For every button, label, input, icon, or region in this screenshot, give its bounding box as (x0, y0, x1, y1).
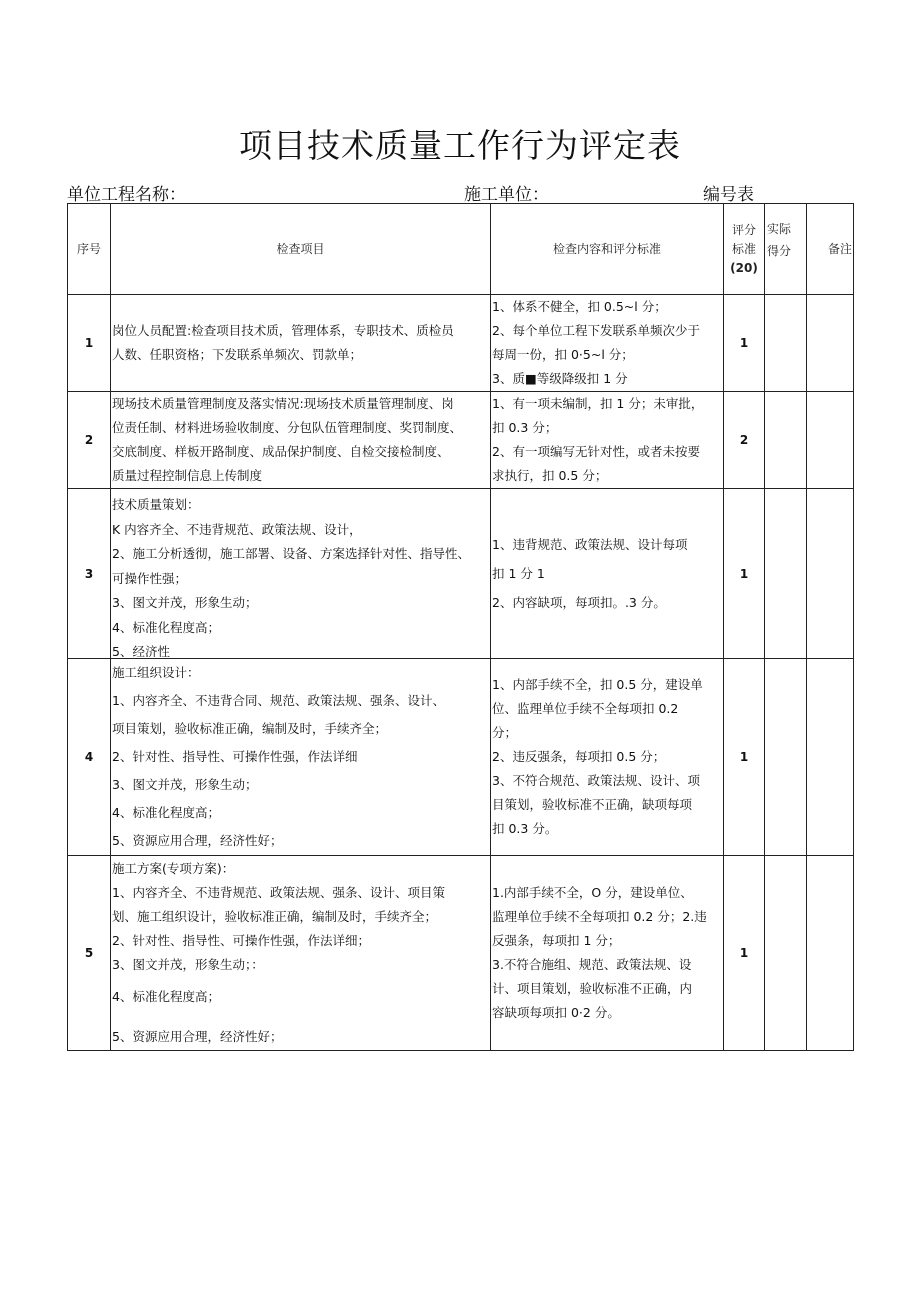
row-standard (491, 659, 724, 856)
item-line: 1、内容齐全、不违背规范、政策法规、强条、设计、项目策 (112, 885, 445, 900)
standard-line: 3、质■等级降级扣 1 分 (492, 371, 628, 386)
standard-line: 每周一份，扣 0·5~l 分； (492, 347, 634, 362)
item-line: 4、标准化程度高； (112, 619, 220, 635)
item-line: K 内容齐全、不违背规范、政策法规、设计， (112, 521, 362, 537)
table-row (68, 489, 854, 659)
form-number-label: 编号表 (703, 185, 754, 205)
row-seq: 2 (68, 392, 111, 489)
standard-line: 1、内部手续不全，扣 0.5 分，建设单 (492, 677, 703, 692)
row-item (111, 489, 491, 659)
row-standard (491, 295, 724, 392)
header-seq: 序号 (68, 204, 111, 295)
item-line: 3、图文并茂，形象生动； (112, 777, 258, 792)
standard-line: 反强条，每项扣 1 分； (492, 933, 621, 948)
item-line: 人数、任职资格；下发联系单频次、罚款单； (112, 347, 363, 362)
item-line: 施工组织设计： (112, 665, 200, 680)
standard-line: 2、违反强条，每项扣 0.5 分； (492, 749, 666, 764)
item-line: 技术质量策划： (112, 497, 200, 512)
table-row (68, 392, 854, 489)
standard-line: 扣 0.3 分； (492, 420, 558, 435)
item-line: 2、针对性、指导性、可操作性强，作法详细； (112, 933, 370, 948)
standard-line: 2、内容缺项，每项扣。.3 分。 (492, 595, 666, 610)
header-score-standard-line3: (20) (730, 260, 758, 275)
standard-line: 1、违背规范、政策法规、设计每项 (492, 537, 688, 552)
header-actual-line2: 得分 (767, 244, 792, 258)
row-remark (807, 489, 854, 659)
row-item (111, 295, 491, 392)
row-score: 2 (724, 392, 765, 489)
item-line: 2、针对性、指导性、可操作性强，作法详细 (112, 749, 358, 764)
row-actual-score (765, 659, 807, 856)
standard-line: 3、不符合规范、政策法规、设计、项 (492, 773, 700, 788)
row-remark (807, 659, 854, 856)
standard-line: 容缺项每项扣 0·2 分。 (492, 1005, 620, 1020)
header-remark: 备注 (807, 204, 854, 295)
item-line: 3、图文并茂，形象生动；： (112, 957, 264, 972)
item-line: 4、标准化程度高； (112, 989, 220, 1004)
project-name-label: 单位工程名称： (67, 185, 186, 205)
row-item (111, 392, 491, 489)
standard-line: 3.不符合施组、规范、政策法规、设 (492, 957, 692, 972)
row-score: 1 (724, 489, 765, 659)
item-line: 质量过程控制信息上传制度 (112, 468, 263, 483)
item-line: 岗位人员配置:检查项目技术质，管理体系，专职技术、质检员 (112, 323, 454, 338)
header-item: 检查项目 (111, 204, 491, 295)
row-remark (807, 295, 854, 392)
row-score: 1 (724, 295, 765, 392)
standard-line: 监理单位手续不全每项扣 0.2 分；2.违 (492, 909, 707, 924)
standard-line: 计、项目策划，验收标准不正确，内 (492, 981, 693, 996)
standard-line: 扣 1 分 1 (492, 566, 545, 581)
item-line: 交底制度、样板开路制度、成品保护制度、自检交接检制度、 (112, 444, 450, 459)
row-score: 1 (724, 856, 765, 1051)
table-row (68, 856, 854, 1051)
standard-line: 扣 0.3 分。 (492, 821, 558, 836)
row-actual-score (765, 295, 807, 392)
item-line: 5、经济性 (112, 644, 170, 657)
row-actual-score (765, 856, 807, 1051)
item-line: 位责任制、材料进场验收制度、分包队伍管理制度、奖罚制度、 (112, 420, 463, 435)
row-standard (491, 856, 724, 1051)
row-actual-score (765, 489, 807, 659)
row-seq: 3 (68, 489, 111, 659)
item-line: 施工方案(专项方案)： (112, 861, 235, 876)
row-seq: 1 (68, 295, 111, 392)
row-item (111, 659, 491, 856)
standard-line: 位、监理单位手续不全每项扣 0.2 (492, 701, 679, 716)
row-standard (491, 489, 724, 659)
standard-line: 1、体系不健全，扣 0.5~l 分； (492, 299, 667, 314)
item-line: 可操作性强； (112, 570, 188, 586)
item-line: 4、标准化程度高； (112, 805, 220, 820)
row-seq: 5 (68, 856, 111, 1051)
item-line: 现场技术质量管理制度及落实情况:现场技术质量管理制度、岗 (112, 396, 454, 411)
item-line: 1、内容齐全、不违背合同、规范、政策法规、强条、设计、 (112, 693, 445, 708)
standard-line: 2、有一项编写无针对性，或者未按要 (492, 444, 700, 459)
standard-line: 分； (492, 725, 518, 740)
evaluation-table (67, 203, 854, 1051)
table-row (68, 659, 854, 856)
item-line: 5、资源应用合理，经济性好； (112, 833, 283, 848)
row-remark (807, 856, 854, 1051)
table-row (68, 295, 854, 392)
header-actual-score (765, 204, 807, 295)
item-line: 3、图文并茂，形象生动； (112, 595, 258, 610)
table-header-row (68, 204, 854, 295)
row-seq: 4 (68, 659, 111, 856)
standard-line: 1、有一项未编制，扣 1 分；未审批， (492, 396, 704, 411)
row-actual-score (765, 392, 807, 489)
standard-line: 1.内部手续不全，O 分，建设单位、 (492, 885, 693, 900)
standard-line: 2、每个单位工程下发联系单频次少于 (492, 323, 700, 338)
row-remark (807, 392, 854, 489)
row-score: 1 (724, 659, 765, 856)
header-score-standard (724, 204, 765, 295)
contractor-label: 施工单位： (464, 185, 549, 205)
header-score-standard-line1: 评分 (731, 222, 756, 237)
item-line: 5、资源应用合理，经济性好； (112, 1029, 283, 1044)
standard-line: 目策划，验收标准不正确，缺项每项 (492, 797, 693, 812)
item-line: 2、施工分析透彻，施工部署、设备、方案选择针对性、指导性、 (112, 546, 470, 561)
row-item (111, 856, 491, 1051)
header-standard: 检查内容和评分标准 (491, 204, 724, 295)
page-title: 项目技术质量工作行为评定表 (239, 126, 681, 165)
item-line: 项目策划，验收标准正确，编制及时，手续齐全； (112, 721, 388, 736)
header-actual-line1: 实际 (767, 222, 792, 236)
standard-line: 求执行，扣 0.5 分； (492, 468, 608, 483)
row-standard (491, 392, 724, 489)
header-score-standard-line2: 标准 (731, 241, 756, 256)
item-line: 划、施工组织设计，验收标准正确，编制及时，手续齐全； (112, 909, 438, 924)
